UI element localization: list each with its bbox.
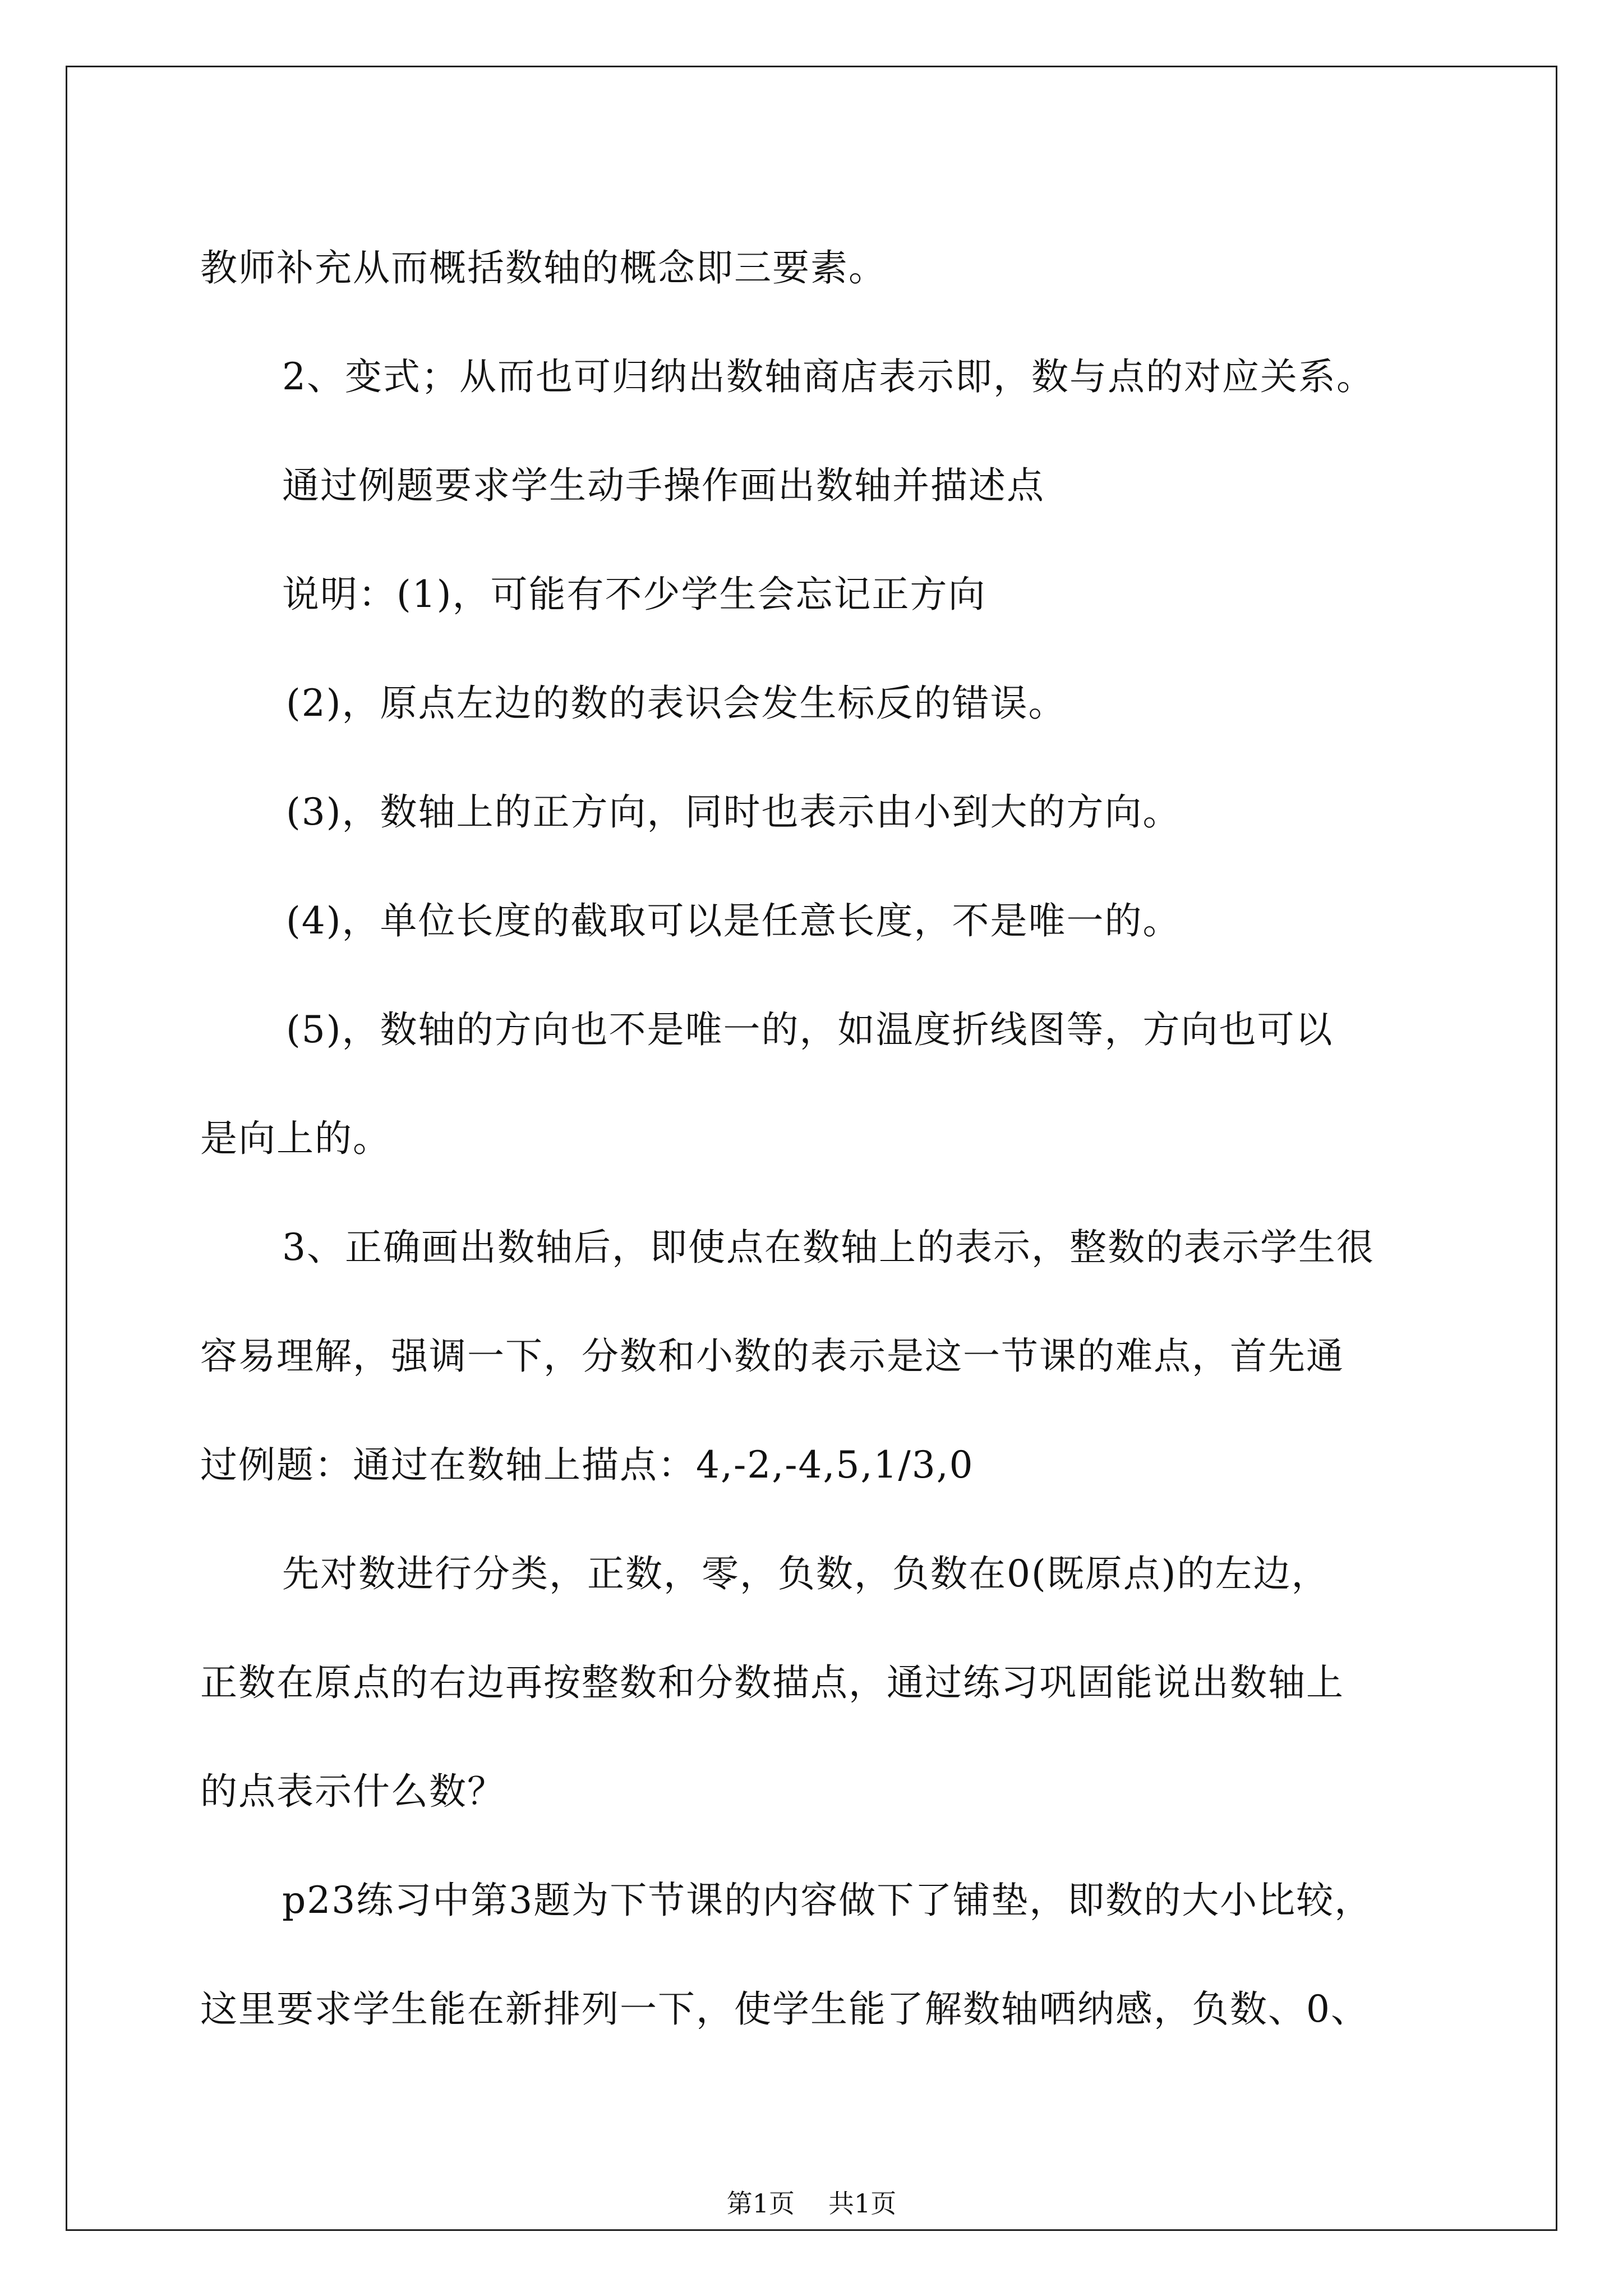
text-line-3: 通过例题要求学生动手操作画出数轴并描述点: [282, 464, 1045, 507]
text-line-12: 过例题：通过在数轴上描点：4,-2,-4,5,1/3,0: [200, 1443, 974, 1487]
text-line-17: 这里要求学生能在新排列一下，使学生能了解数轴哂纳感，负数、0、: [200, 1987, 1369, 2031]
text-line-7: (4)，单位长度的截取可以是任意长度，不是唯一的。: [286, 899, 1181, 942]
page-footer: [67, 2188, 1556, 2219]
text-line-10: 3、正确画出数轴后，即使点在数轴上的表示，整数的表示学生很: [282, 1226, 1375, 1269]
text-line-11: 容易理解，强调一下，分数和小数的表示是这一节课的难点，首先通: [200, 1335, 1344, 1378]
text-line-13: 先对数进行分类，正数，零，负数，负数在0(既原点)的左边，: [282, 1552, 1330, 1595]
text-line-5: (2)，原点左边的数的表识会发生标反的错误。: [286, 682, 1067, 725]
text-line-4: 说明：(1)，可能有不少学生会忘记正方向: [282, 573, 986, 616]
text-line-14: 正数在原点的右边再按整数和分数描点，通过练习巩固能说出数轴上: [200, 1661, 1344, 1704]
page-frame: [66, 66, 1557, 2231]
text-line-9: 是向上的。: [200, 1117, 391, 1160]
text-line-6: (3)，数轴上的正方向，同时也表示由小到大的方向。: [286, 790, 1181, 834]
text-line-16: p23练习中第3题为下节课的内容做下了铺垫，即数的大小比较，: [282, 1879, 1373, 1922]
text-line-1: 教师补充从而概括数轴的概念即三要素。: [200, 246, 887, 289]
page-total: 共1页: [828, 2188, 897, 2219]
page-number: 第1页: [726, 2188, 795, 2219]
text-line-15: 的点表示什么数？: [200, 1770, 505, 1813]
text-line-8: (5)，数轴的方向也不是唯一的，如温度折线图等，方向也可以: [286, 1008, 1334, 1051]
text-line-2: 2、变式；从而也可归纳出数轴商店表示即，数与点的对应关系。: [282, 355, 1375, 398]
